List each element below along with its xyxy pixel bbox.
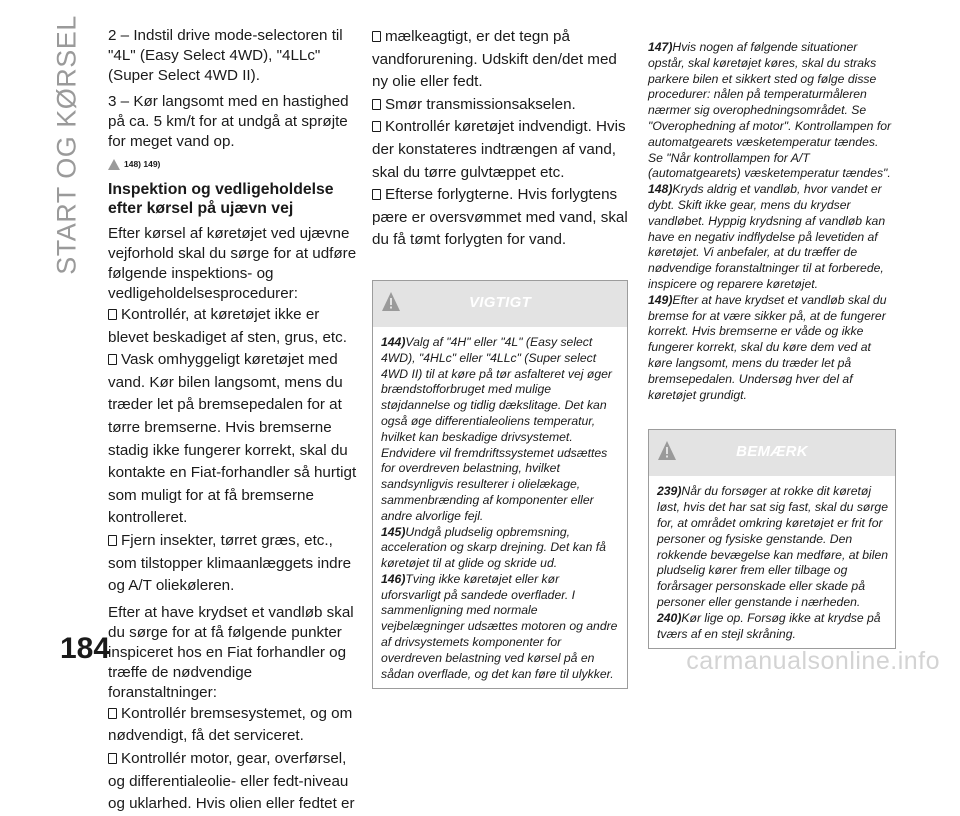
note-240 xyxy=(657,611,889,643)
column-2 xyxy=(372,26,628,689)
intro-paragraph: Efter kørsel af køretøjet ved ujævne vejforhold skal du sørge for at udføre følgende inspektions- og vedligeholdelsesprocedurer: xyxy=(108,225,357,302)
bullet-item: Kontrollér køretøjet indvendigt. Hvis der konstateres indtrængen af vand, skal du tørre gulvtæppet etc. xyxy=(372,116,628,184)
note-text: Undgå pludselig opbremsning, acceleration og skarp drejning. Det kan få køretøjet til at glide og skride ud. xyxy=(381,524,606,571)
important-box-header xyxy=(373,281,627,327)
notes-list xyxy=(648,40,896,403)
note-number: 147) xyxy=(648,40,673,54)
bullet-item: Smør transmissionsakselen. xyxy=(372,94,628,117)
section-heading: Inspektion og vedligeholdelse efter kørsel på ujævn vej xyxy=(108,181,334,217)
note-number: 145) xyxy=(381,524,406,539)
note-146 xyxy=(381,572,621,683)
column-1 xyxy=(108,26,360,816)
note-number: 240) xyxy=(657,610,682,625)
note-number: 148) xyxy=(648,182,673,197)
section-title-text: START OG KØRSEL xyxy=(51,15,82,275)
note-box-header xyxy=(649,430,895,476)
note-text: Når du forsøger at rokke dit køretøj løst, hvis det har sat sig fast, skal du sørge for, at området omkring køretøjet er frit for personer og fysiske genstande. Den rokkende bevægelse kan medføre, at bilen pludselig kører frem eller tilbage og forårsager personskade eller skade på personer eller genstande i nærheden. xyxy=(657,484,889,609)
page-number: 184 xyxy=(60,632,111,665)
intro-paragraph: Efter at have krydset et vandløb skal du sørge for at få følgende punkter inspiceret hos en Fiat forhandler og træffe de nødvendige foranstaltninger: xyxy=(108,603,354,701)
note-box-title: BEMÆRK xyxy=(736,443,808,461)
column-3 xyxy=(648,40,896,649)
bullet-item: Fjern insekter, tørret græs, etc., som tilstopper klimaanlæggets indre og A/T oliekøleren. xyxy=(108,530,360,598)
note-box-body xyxy=(649,476,895,648)
note-145 xyxy=(381,525,621,572)
bullet-item: Kontrollér motor, gear, overførsel, og differentialeolie- eller fedt-niveau og uklarhed. Hvis olien eller fedtet er xyxy=(108,748,360,816)
note-239 xyxy=(657,484,889,610)
step-3: 3 – Kør langsomt med en hastighed på ca. 5 km/t for at undgå at sprøjte for meget vand op. xyxy=(108,93,349,150)
bullet-item: Vask omhyggeligt køretøjet med vand. Kør bilen langsomt, mens du træder let på bremsepedalen for at tørre bremserne. Hvis bremserne stadig ikke fungerer korrekt, skal du kontakte en Fiat-forhandler så hurtigt som muligt for at få bremserne kontrolleret. xyxy=(108,349,360,530)
important-box-body xyxy=(373,327,627,689)
note-number: 144) xyxy=(381,334,406,349)
note-text: Kør lige op. Forsøg ikke at krydse på tværs af en stejl skråning. xyxy=(657,610,881,641)
bullet-item: Kontrollér bremsesystemet, og om nødvendigt, få det serviceret. xyxy=(108,703,360,748)
note-text: Hvis nogen af følgende situationer opstår, skal køretøjet køres, skal du straks parkere bilen et sikkert sted og følge disse procedurer: nålen på temperaturmåleren nærmer sig overophedningsområdet. Se "Overophedning af motor". Kontrollampen for automatgearets væsketemperatur tændes. Se "Når kontrollampen for A/T (automatgearets) væsketemperatur tændes". xyxy=(648,40,892,181)
note-149 xyxy=(648,293,896,404)
note-148 xyxy=(648,182,896,293)
note-number: 149) xyxy=(648,292,673,307)
warning-reference xyxy=(108,154,360,174)
note-147 xyxy=(648,40,896,182)
continued-text: mælkeagtigt, er det tegn på vandforurening. Udskift den/det med ny olie eller fedt. xyxy=(372,26,628,94)
warning-reference-numbers: 148) 149) xyxy=(124,159,161,169)
bullet-item: Efterse forlygterne. Hvis forlygtens pære er oversvømmet med vand, skal du få tømt forlygten for vand. xyxy=(372,184,628,252)
note-text: Kryds aldrig et vandløb, hvor vandet er dybt. Skift ikke gear, mens du krydser vandløbet. Hyppig krydsning af vandløb kan have en negativ indflydelse på levetiden af køretøjet. Vi anbefaler, at du træffer de nødvendige foranstaltninger til at forberede, inspicere og reparere køretøjet. xyxy=(648,182,886,291)
bullet-item: Kontrollér, at køretøjet ikke er blevet beskadiget af sten, grus, etc. xyxy=(108,304,360,349)
warning-triangle-icon xyxy=(108,159,120,170)
important-box-title: VIGTIGT xyxy=(468,293,532,311)
watermark: carmanualsonline.info xyxy=(686,647,940,675)
note-number: 146) xyxy=(381,571,406,586)
important-box xyxy=(372,280,628,690)
note-box xyxy=(648,429,896,649)
section-title-vertical xyxy=(51,15,82,275)
note-text: Valg af "4H" eller "4L" (Easy select 4WD), "4HLc" eller "4LLc" (Super select 4WD II) til at køre på tør asfalteret vej øger brændstofforbruget med mulige støjdannelse og tidlig dækslitage. Det kan også øge differentialeoliens temperatur, hvilket kan beskadige drivsystemet. Endvidere vil fremdriftssystemet udsættes for overdreven belastning, hvilket sandsynligvis resulterer i olielækage, sammenbrænding af komponenter eller andre alvorlige fejl. xyxy=(381,334,612,523)
step-2: 2 – Indstil drive mode-selectoren til "4L" (Easy Select 4WD), "4LLc" (Super Select 4WD II). xyxy=(108,27,343,84)
note-144 xyxy=(381,335,621,525)
note-number: 239) xyxy=(657,484,682,499)
note-text: Tving ikke køretøjet eller kør uforsvarligt på sandede overflader. I sammenligning med normale vejbelægninger udsættes motoren og andre af drivsystemets komponenter for overdreven belastning ved kørsel på en sådan overflade, og det kan føre til ulykker. xyxy=(381,571,618,681)
note-text: Efter at have krydset et vandløb skal du bremse for at være sikker på, at de fungerer korrekt. Hvis bremserne er våde og ikke fungerer korrekt, skal du køre dem ved at køre langsomt, mens du træder let på bremsepedalen. Undersøg hver del af køretøjet grundigt. xyxy=(648,292,887,402)
